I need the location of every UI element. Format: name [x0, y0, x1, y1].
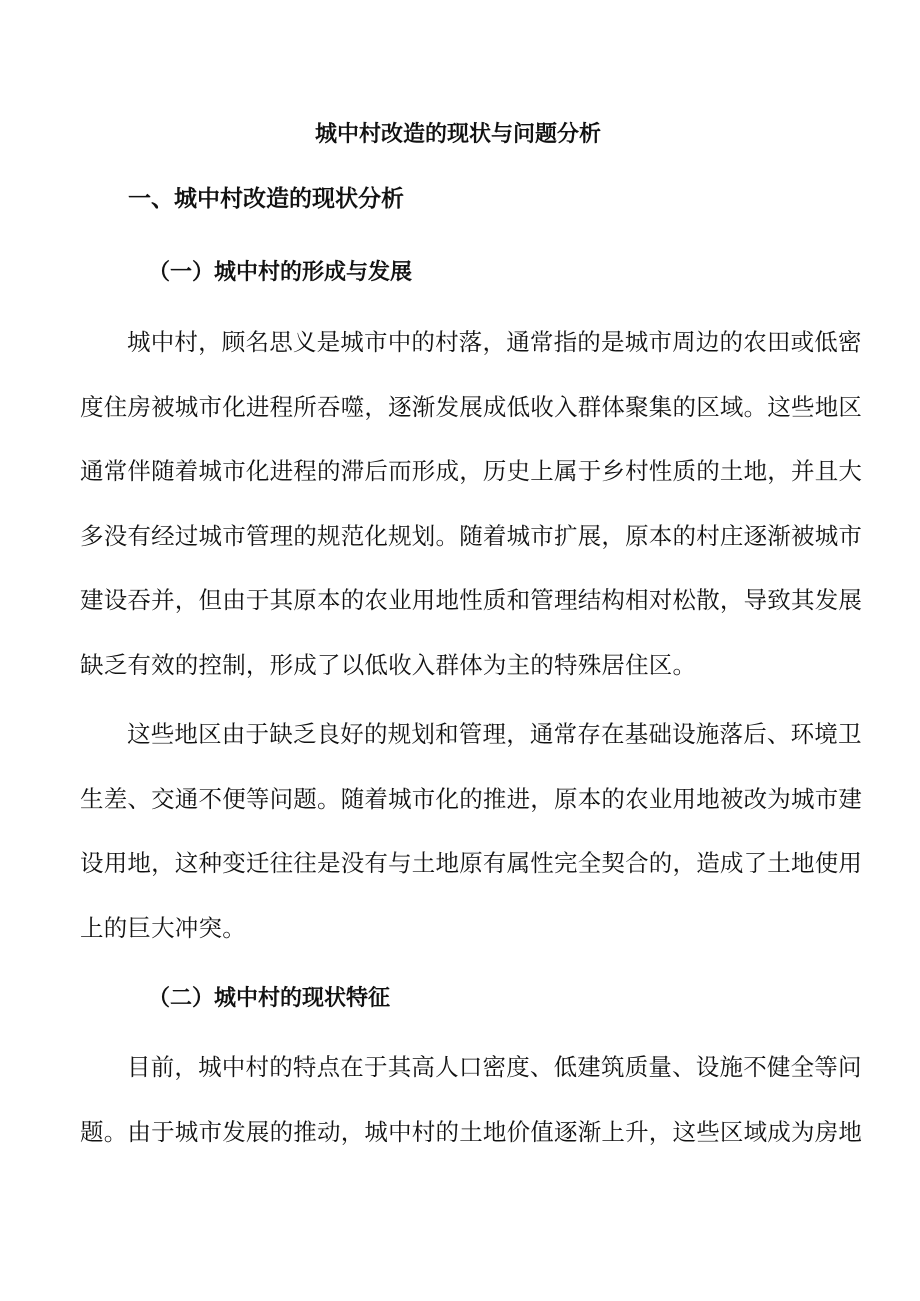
subsection-heading-2: （二）城中村的现状特征 [148, 985, 391, 1011]
paragraph-line: 多没有经过城市管理的规范化规划。随着城市扩展，原本的村庄逐渐被城市 [80, 521, 863, 550]
paragraph-features [80, 1051, 863, 1180]
paragraph-problems [80, 718, 863, 976]
paragraph-line: 生差、交通不便等问题。随着城市化的推进，原本的农业用地被改为城市建 [80, 784, 863, 813]
paragraph-line: 这些地区由于缺乏良好的规划和管理，通常存在基础设施落后、环境卫 [127, 720, 862, 748]
subsection-heading-1: （一）城中村的形成与发展 [148, 259, 413, 285]
paragraph-line: 上的巨大冲突。 [80, 913, 246, 942]
paragraph-line: 建设吞并，但由于其原本的农业用地性质和管理结构相对松散，导致其发展 [80, 586, 863, 614]
paragraph-line: 缺乏有效的控制，形成了以低收入群体为主的特殊居住区。 [80, 650, 697, 679]
paragraph-line: 城中村，顾名思义是城市中的村落，通常指的是城市周边的农田或低密 [127, 328, 862, 356]
document-title: 城中村改造的现状与问题分析 [314, 121, 601, 147]
paragraph-formation [80, 326, 863, 713]
paragraph-line: 目前，城中村的特点在于其高人口密度、低建筑质量、设施不健全等问 [127, 1053, 862, 1081]
paragraph-line: 度住房被城市化进程所吞噬，逐渐发展成低收入群体聚集的区域。这些地区 [80, 392, 863, 421]
section-heading-1: 一、城中村改造的现状分析 [128, 185, 404, 212]
paragraph-line: 题。由于城市发展的推动，城中村的土地价值逐渐上升，这些区域成为房地 [80, 1117, 863, 1146]
paragraph-line: 设用地，这种变迁往往是没有与土地原有属性完全契合的，造成了土地使用 [80, 849, 863, 877]
paragraph-line: 通常伴随着城市化进程的滞后而形成，历史上属于乡村性质的土地，并且大 [80, 457, 863, 485]
